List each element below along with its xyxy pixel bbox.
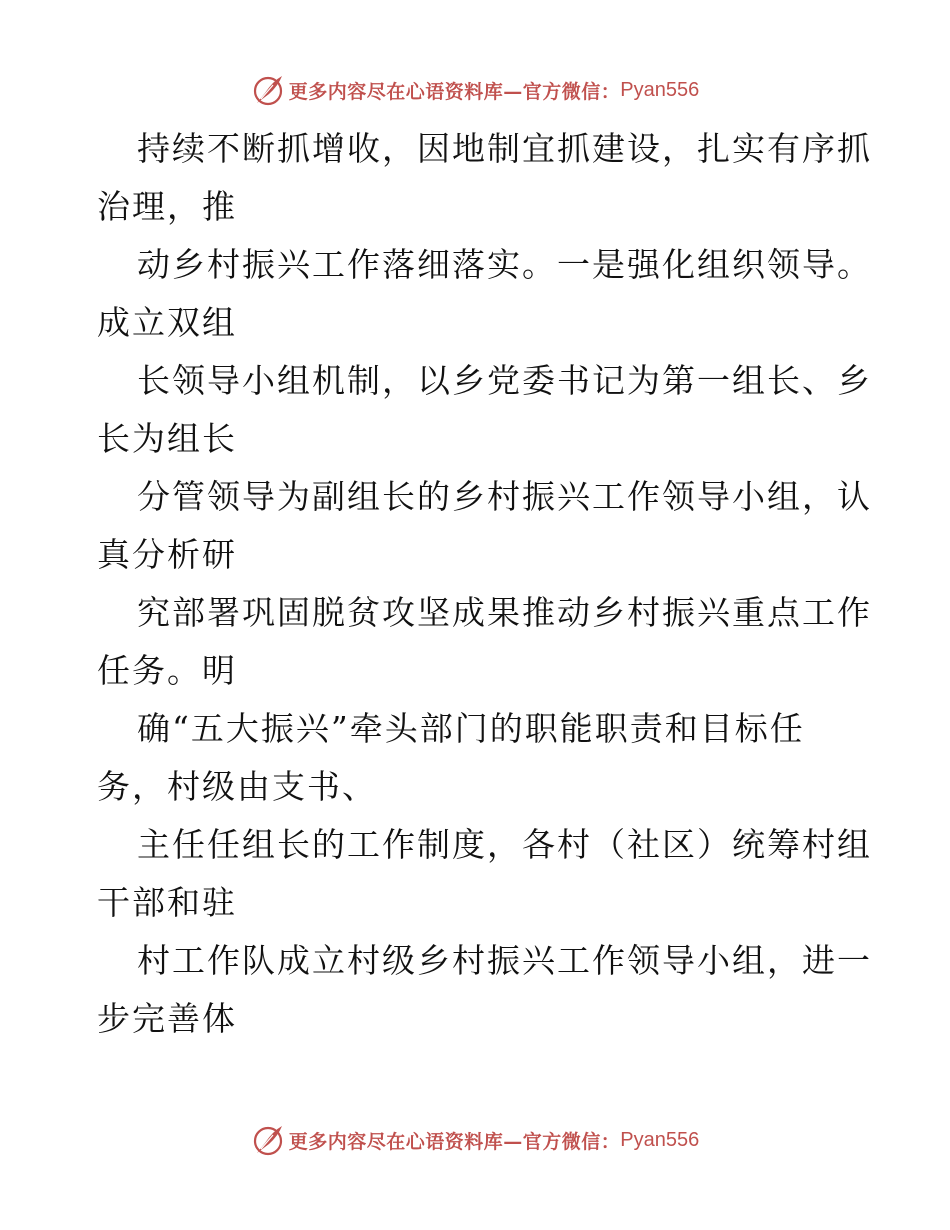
- paragraph-line: 村工作队成立村级乡村振兴工作领导小组，进一: [137, 941, 872, 980]
- header-banner: [0, 70, 950, 110]
- feather-pen-logo-icon: [251, 1123, 285, 1157]
- header-wechat-handle: Pyan556: [620, 78, 700, 101]
- footer-wechat-handle: Pyan556: [620, 1128, 700, 1151]
- paragraph-line: 干部和驻: [97, 883, 237, 922]
- paragraph-line: 任务。明: [97, 651, 237, 690]
- paragraph-line: 成立双组: [97, 303, 237, 342]
- document-body: [97, 120, 872, 1048]
- paragraph-line: 长为组长: [97, 419, 237, 458]
- paragraph-line: 持续不断抓增收，因地制宜抓建设，扎实有序抓: [137, 129, 872, 168]
- paragraph-line: 务，村级由支书、: [97, 767, 377, 806]
- paragraph-line: 究部署巩固脱贫攻坚成果推动乡村振兴重点工作: [137, 593, 872, 632]
- paragraph-line: 长领导小组机制，以乡党委书记为第一组长、乡: [137, 361, 872, 400]
- paragraph-line: 真分析研: [97, 535, 237, 574]
- paragraph-line: 主任任组长的工作制度，各村（社区）统筹村组: [137, 825, 872, 864]
- paragraph-line: 确“五大振兴”牵头部门的职能职责和目标任: [137, 709, 805, 748]
- paragraph-line: 治理，推: [97, 187, 237, 226]
- paragraph-line: 步完善体: [97, 999, 237, 1038]
- footer-text: 更多内容尽在心语资料库—官方微信：: [288, 1130, 621, 1153]
- header-text: 更多内容尽在心语资料库—官方微信：: [288, 80, 621, 103]
- feather-pen-logo-icon: [251, 73, 285, 107]
- paragraph-line: 分管领导为副组长的乡村振兴工作领导小组，认: [137, 477, 872, 516]
- footer-banner: [0, 1120, 950, 1160]
- paragraph-line: 动乡村振兴工作落细落实。一是强化组织领导。: [137, 245, 872, 284]
